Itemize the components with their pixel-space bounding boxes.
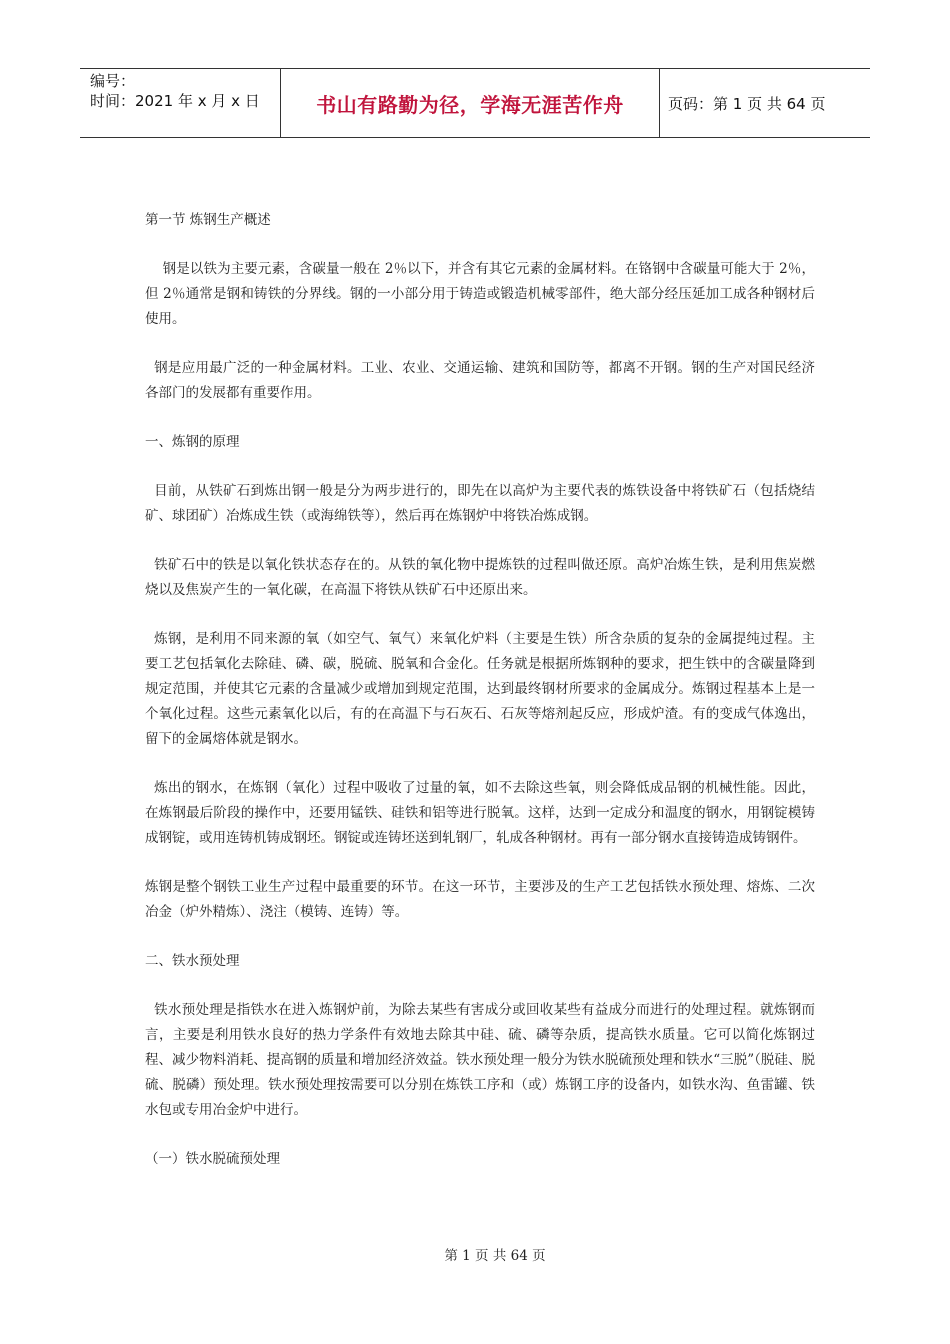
paragraph: 铁矿石中的铁是以氧化铁状态存在的。从铁的氧化物中提炼铁的过程叫做还原。高炉冶炼生铁，是利用焦炭燃烧以及焦炭产生的一氧化碳，在高温下将铁从铁矿石中还原出来。 (145, 557, 815, 598)
paragraph: 炼出的钢水，在炼钢（氧化）过程中吸收了过量的氧，如不去除这些氧，则会降低成品钢的机械性能。因此，在炼钢最后阶段的操作中，还要用锰铁、硅铁和铝等进行脱氧。这样，达到一定成分和温度的钢水，用钢锭模铸成钢锭，或用连铸机铸成钢坯。钢锭或连铸坯送到轧钢厂，轧成各种钢材。再有一部分钢水直接铸造成铸钢件。 (145, 780, 815, 846)
subsection-heading: 一、炼钢的原理 (145, 434, 240, 450)
paragraph: 炼钢，是利用不同来源的氧（如空气、氧气）来氧化炉料（主要是生铁）所含杂质的复杂的金属提纯过程。主要工艺包括氧化去除硅、磷、碳，脱硫、脱氧和合金化。任务就是根据所炼钢种的要求，把生铁中的含碳量降到规定范围，并使其它元素的含量减少或增加到规定范围，达到最终钢材所要求的金属成分。炼钢过程基本上是一个氧化过程。这些元素氧化以后，有的在高温下与石灰石、石灰等熔剂起反应，形成炉渣。有的变成气体逸出，留下的金属熔体就是钢水。 (145, 631, 815, 747)
paragraph: 炼钢是整个钢铁工业生产过程中最重要的环节。在这一环节，主要涉及的生产工艺包括铁水预处理、熔炼、二次冶金（炉外精炼）、浇注（模铸、连铸）等。 (145, 879, 815, 920)
page-footer: 第 1 页 共 64 页 (444, 1248, 546, 1264)
section-title: 第一节 炼钢生产概述 (145, 212, 271, 228)
page-header (80, 68, 870, 138)
header-meta (80, 69, 281, 137)
doc-date: 时间：2021 年 x 月 x 日 (90, 92, 260, 110)
doc-number-label: 编号： (90, 72, 136, 90)
paragraph: 铁水预处理是指铁水在进入炼钢炉前，为除去某些有害成分或回收某些有益成分而进行的处理过程。就炼钢而言，主要是利用铁水良好的热力学条件有效地去除其中硅、硫、磷等杂质，提高铁水质量。它可以简化炼钢过程、减少物料消耗、提高钢的质量和增加经济效益。铁水预处理一般分为铁水脱硫预处理和铁水“三脱”（脱硅、脱硫、脱磷）预处理。铁水预处理按需要可以分别在炼铁工序和（或）炼钢工序的设备内，如铁水沟、鱼雷罐、铁水包或专用冶金炉中进行。 (145, 1002, 815, 1118)
header-page-info: 页码：第 1 页 共 64 页 (668, 94, 826, 113)
paragraph: 钢是以铁为主要元素，含碳量一般在 2％以下，并含有其它元素的金属材料。在铬钢中含碳量可能大于 2％，但 2％通常是钢和铸铁的分界线。钢的一小部分用于铸造或锻造机械零部件，绝大部分经压延加工成各种钢材后使用。 (145, 261, 815, 327)
subsection-heading: （一）铁水脱硫预处理 (145, 1151, 280, 1167)
header-motto: 书山有路勤为径，学海无涯苦作舟 (281, 69, 660, 137)
document-body (145, 208, 815, 1196)
subsection-heading: 二、铁水预处理 (145, 953, 240, 969)
paragraph: 目前，从铁矿石到炼出钢一般是分为两步进行的，即先在以高炉为主要代表的炼铁设备中将铁矿石（包括烧结矿、球团矿）冶炼成生铁（或海绵铁等），然后再在炼钢炉中将铁冶炼成钢。 (145, 483, 815, 524)
paragraph: 钢是应用最广泛的一种金属材料。工业、农业、交通运输、建筑和国防等，都离不开钢。钢的生产对国民经济各部门的发展都有重要作用。 (145, 360, 815, 401)
